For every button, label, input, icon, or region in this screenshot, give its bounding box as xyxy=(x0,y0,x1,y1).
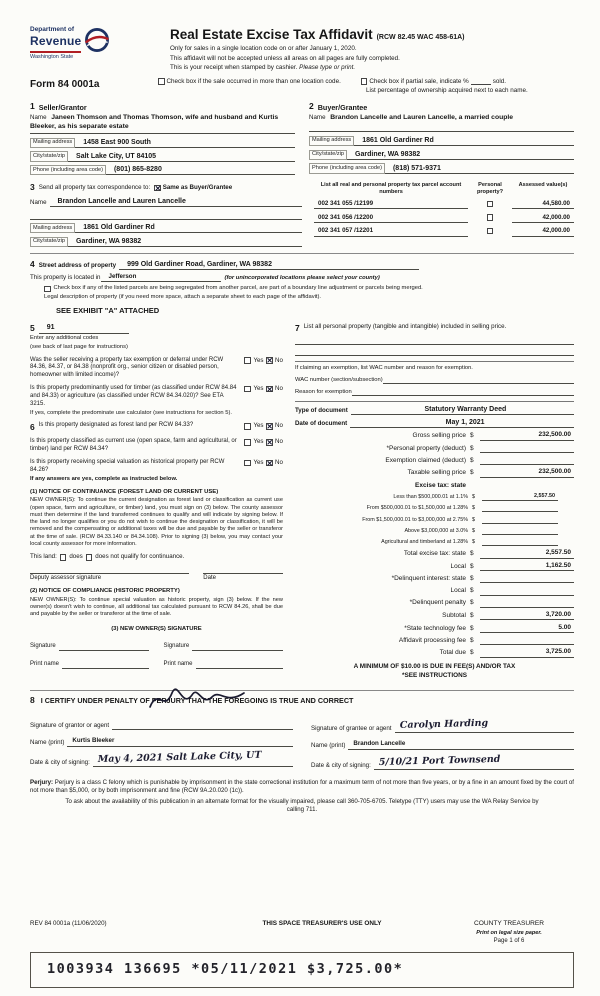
reason-row xyxy=(295,387,574,396)
grantee-date-city-value[interactable]: 5/10/21 Port Townsend xyxy=(378,753,501,768)
subtotal-value[interactable]: 3,720.00 xyxy=(480,611,574,620)
header-note-3 xyxy=(170,64,574,72)
personal-property-deduct-label: *Personal property (deduct) xyxy=(386,444,466,452)
grantor-date-city-value[interactable]: May 4, 2021 Salt Lake City, UT xyxy=(97,749,262,765)
dollar-sign: $ xyxy=(470,432,474,440)
total-excise-state-row xyxy=(295,549,574,558)
gross-selling-price-row xyxy=(295,431,574,440)
parcel-number-value[interactable]: 002 341 056 /12200 xyxy=(314,214,468,223)
delinquent-local-row xyxy=(295,587,574,596)
grantee-date-city-row xyxy=(311,753,574,770)
segregated-parcels-checkbox[interactable] xyxy=(44,286,51,293)
partial-sale-checkbox[interactable] xyxy=(361,78,368,85)
perjury-clause xyxy=(30,779,574,795)
dollar-sign: $ xyxy=(470,469,474,477)
tier4-row xyxy=(295,527,574,535)
agency-dept-label: Department of xyxy=(30,26,75,33)
total-due-value[interactable]: 3,725.00 xyxy=(480,648,574,657)
dollar-sign: $ xyxy=(470,587,474,595)
grantee-name-value[interactable]: Brandon Lancelle xyxy=(348,740,574,750)
forest-no-checkbox[interactable] xyxy=(266,423,273,430)
wac-field[interactable] xyxy=(383,375,574,384)
tier2-label: From $500,000.01 to $1,500,000 at 1.28% xyxy=(366,505,468,512)
correspondence-city-label: City/state/zip xyxy=(30,237,68,247)
grantor-signature-label: Signature of grantor or agent xyxy=(30,721,110,729)
correspondence-mailing-label: Mailing address xyxy=(30,223,75,233)
section-6-number: 6 xyxy=(30,422,35,433)
correspondence-name-label: Name xyxy=(30,198,47,206)
form-number-row xyxy=(30,78,574,96)
predominate-use-note: If yes, complete the predominate use calculator (see instructions for section 5). xyxy=(30,409,233,416)
dollar-sign: $ xyxy=(470,550,474,558)
perjury-label: Perjury: xyxy=(30,779,54,787)
question-timber-text: Is this property predominantly used for timber (as classified under RCW 84.84 and 84.33) or agriculture (as classified under RCW 84.34.020)? See ETA 3215. xyxy=(30,385,237,407)
grantor-date-city-row xyxy=(30,749,293,767)
header-note-3b: Please type or print. xyxy=(299,64,356,72)
deputy-signature-label: Deputy assessor signature xyxy=(30,575,102,582)
new-owner-signature-line-2[interactable] xyxy=(192,642,283,651)
dollar-sign: $ xyxy=(470,649,474,657)
rev-number: REV 84 0001a (11/06/2020) xyxy=(30,920,107,928)
yes-label: Yes xyxy=(253,356,264,364)
correspondence-section xyxy=(30,182,302,247)
dollar-sign: $ xyxy=(472,527,475,534)
no-label: No xyxy=(275,438,283,446)
seller-name-row xyxy=(30,114,295,134)
no-label: No xyxy=(275,385,283,392)
total-excise-state-label: Total excise tax: state xyxy=(403,550,466,558)
local-tax-label: Local xyxy=(450,562,466,570)
grantor-signature-row xyxy=(30,720,293,730)
correspondence-city-value[interactable]: Gardiner, WA 98382 xyxy=(68,237,302,247)
form-number: Form 84 0001a xyxy=(30,78,100,90)
footer xyxy=(30,920,574,946)
taxable-selling-price-label: Taxable selling price xyxy=(407,469,466,477)
parcel-header-assessed: Assessed value(s) xyxy=(518,182,568,189)
located-note: (for unincorporated locations please select your county) xyxy=(224,274,380,281)
land-does-label: does xyxy=(69,553,83,561)
multiple-location-checkbox[interactable] xyxy=(158,78,165,85)
buyer-city-row xyxy=(309,150,574,160)
tier1-value[interactable]: 2,557.50 xyxy=(482,493,558,501)
parcel-row xyxy=(314,214,574,223)
assessed-value[interactable]: 42,000.00 xyxy=(512,214,574,223)
seller-phone-value[interactable]: (801) 865-8280 xyxy=(106,165,295,175)
section-4-number: 4 xyxy=(30,259,35,270)
seller-city-row xyxy=(30,151,295,161)
local-tax-row xyxy=(295,562,574,571)
document-type-value[interactable]: Statutory Warranty Deed xyxy=(351,405,574,415)
signature-label: Signature xyxy=(30,643,56,650)
segregated-note: Check box if any of the listed parcels are being segregated from another parcel, are part of a boundary line adjustment or parcels being merged. xyxy=(53,285,423,292)
affidavit-processing-fee-row xyxy=(295,636,574,645)
taxable-selling-price-value[interactable]: 232,500.00 xyxy=(480,468,574,477)
legal-paper-note: Print on legal size paper. xyxy=(476,929,542,936)
divider xyxy=(295,401,574,402)
delinquent-interest-value[interactable] xyxy=(480,574,574,583)
question-seller-exemption-text: Was the seller receiving a property tax exemption or deferral under RCW 84.36, 84.37, or 84.38 (nonprofit org., senior citizen or disabled person, homeowner with limited income)? xyxy=(30,356,224,379)
header-note-2: This affidavit will not be accepted unless all areas on all pages are fully completed. xyxy=(170,54,400,62)
street-address-label: Street address of property xyxy=(38,262,117,270)
question-forest-land-text: Is this property designated as forest land per RCW 84.33? xyxy=(38,422,194,429)
document-date-label: Date of document xyxy=(294,420,348,428)
ownership-note: List percentage of ownership acquired next to each name. xyxy=(366,87,528,95)
deputy-labels-row xyxy=(30,575,283,583)
yes-label: Yes xyxy=(253,422,264,430)
land-does-not-checkbox[interactable] xyxy=(86,554,93,561)
notice-compliance-title: (2) NOTICE OF COMPLIANCE (HISTORIC PROPERTY) xyxy=(30,588,180,595)
same-as-buyer-checkbox[interactable] xyxy=(154,185,161,192)
grantor-signature-line[interactable] xyxy=(112,720,293,730)
seller-exemption-yes-checkbox[interactable] xyxy=(244,357,251,364)
buyer-phone-value[interactable]: (818) 571-9371 xyxy=(385,164,574,174)
same-as-buyer-label: Same as Buyer/Grantee xyxy=(162,183,233,191)
grantor-signature-column xyxy=(30,713,293,771)
section-2-title: Buyer/Grantee xyxy=(317,103,368,113)
document-type-label: Type of document xyxy=(294,407,348,415)
parcel-header-accounts: List all real and personal property tax parcel account numbers xyxy=(320,182,462,196)
grantee-signature-label: Signature of grantee or agent xyxy=(311,724,392,732)
dollar-sign: $ xyxy=(470,456,474,464)
local-tax-value[interactable]: 1,162.50 xyxy=(480,562,574,571)
notice-compliance-text: NEW OWNER(S): To continue special valuation as historic property, sign (3) below. If the new owner(s) doesn't wish to continue, all additional tax calculated pursuant to RCW 84.26, shall be due and payable by the seller or transferor at the time of sale. xyxy=(30,596,283,618)
land-label: This land: xyxy=(30,553,57,561)
tier3-label: From $1,500,000.01 to $3,000,000 at 2.75% xyxy=(362,516,468,523)
personal-property-line-2[interactable] xyxy=(295,345,574,356)
section-2-number: 2 xyxy=(309,101,314,112)
new-owner-signature-line-1[interactable] xyxy=(59,642,150,651)
dollar-sign: $ xyxy=(472,505,475,512)
buyer-section xyxy=(309,101,574,175)
county-treasurer-block xyxy=(444,920,574,946)
buyer-city-value[interactable]: Gardiner, WA 98382 xyxy=(347,150,574,160)
correspondence-blank-line[interactable] xyxy=(30,211,302,220)
additional-codes-note: (see back of last page for instructions) xyxy=(30,344,128,351)
buyer-mailing-label: Mailing address xyxy=(309,136,354,146)
dollar-sign: $ xyxy=(470,599,474,607)
section-3-number: 3 xyxy=(30,182,35,193)
question-current-use-text: Is this property classified as current use (open space, farm and agricultural, or timber) land per RCW 84.34? xyxy=(30,438,237,453)
county-treasurer-label: COUNTY TREASURER xyxy=(473,920,545,928)
affidavit-processing-fee-label: Affidavit processing fee xyxy=(398,636,466,644)
correspondence-city-row xyxy=(30,237,302,247)
gross-selling-price-value[interactable]: 232,500.00 xyxy=(480,431,574,440)
seller-mailing-row xyxy=(30,138,295,148)
total-due-row xyxy=(295,648,574,657)
yes-label: Yes xyxy=(253,459,264,467)
section-7-tax-column xyxy=(295,323,574,681)
no-label: No xyxy=(275,422,283,430)
signature-label: Signature xyxy=(163,643,190,650)
document-type-row xyxy=(295,405,574,415)
correspondence-blank-row xyxy=(30,211,302,220)
seller-mailing-label: Mailing address xyxy=(30,138,75,148)
dollar-sign: $ xyxy=(470,575,474,583)
tier3-row xyxy=(295,516,574,524)
correspondence-mailing-row xyxy=(30,223,302,233)
gross-selling-price-label: Gross selling price xyxy=(412,432,466,440)
buyer-city-label: City/state/zip xyxy=(309,150,347,160)
personal-property-checkbox-2[interactable] xyxy=(487,214,494,221)
date-city-label: Date & city of signing: xyxy=(311,762,371,770)
new-owner-signature-title: (3) NEW OWNER(S) SIGNATURE xyxy=(111,625,202,632)
correspondence-label: Send all property tax correspondence to: xyxy=(38,183,151,191)
agricultural-value[interactable] xyxy=(482,538,558,546)
reason-label: Reason for exemption xyxy=(294,388,352,395)
partial-sale-label: Check box if partial sale, indicate % xyxy=(369,77,469,85)
agency-block xyxy=(30,26,158,73)
agricultural-row xyxy=(295,538,574,546)
taxable-selling-price-row xyxy=(295,468,574,477)
treasurer-stamp-box xyxy=(30,952,574,988)
additional-codes-value[interactable]: 91 xyxy=(39,323,129,333)
header-note-3a: This is your receipt when stamped by cashier. xyxy=(170,64,300,72)
notice-continuance-text: NEW OWNER(S): To continue the current designation as forest land or classification as current use (open space, farm and agriculture, or timber) land, you must sign on (3) below. The county assessor must then determine if the land transferred continues to qualify and will indicate by signing below. If the land no longer qualifies or you do not wish to continue the designation or classification, it will be removed and the compensating or additional taxes will be due and payable by the seller or transferor at the time of sale. (RCW 84.33.140 or 84.34.108). Prior to signing (3) below, you may contact your local county assessor for more information. xyxy=(30,497,283,547)
state-technology-fee-label: *State technology fee xyxy=(404,624,466,632)
exemption-claimed-row xyxy=(295,456,574,465)
subtotal-label: Subtotal xyxy=(442,612,466,620)
document-date-row xyxy=(295,418,574,428)
header xyxy=(30,26,574,73)
correspondence-name-value[interactable]: Brandon Lancelle and Lauren Lancelle xyxy=(50,197,302,207)
print-name-label: Print name xyxy=(30,661,60,668)
perjury-text: Perjury is a class C felony which is punishable by imprisonment in the state correctional institution for a maximum term of not more than five years, or by a fine in an amount fixed by the court of not more than $5,000, or by both imprisonment and fine (RCW 9A.20.020 (1c)). xyxy=(30,779,574,795)
seller-city-value[interactable]: Salt Lake City, UT 84105 xyxy=(68,152,295,162)
answers-yes-note: If any answers are yes, complete as instructed below. xyxy=(30,476,178,483)
parcel-row xyxy=(314,227,574,236)
land-qualify-row xyxy=(30,553,283,561)
forest-yes-checkbox[interactable] xyxy=(244,423,251,430)
timber-no-checkbox[interactable] xyxy=(266,386,273,393)
seller-mailing-value[interactable]: 1458 East 900 South xyxy=(75,138,295,148)
header-note-1: Only for sales in a single location code on or after January 1, 2020. xyxy=(170,45,357,53)
tier2-value[interactable] xyxy=(482,504,558,512)
land-does-checkbox[interactable] xyxy=(60,554,67,561)
assessed-value[interactable]: 42,000.00 xyxy=(512,227,574,236)
question-seller-exemption xyxy=(30,357,283,380)
tier1-label: Less than $500,000.01 at 1.1% xyxy=(393,494,468,501)
deputy-date-line[interactable] xyxy=(203,573,283,574)
seller-name-value[interactable]: Janeen Thomson and Thomas Thomson, wife and husband and Kurtis Bleeker, as his separate estate xyxy=(30,114,279,131)
tier3-value[interactable] xyxy=(482,516,558,524)
cashier-stamp-value: 1003934 136695 *05/11/2021 $3,725.00* xyxy=(47,961,404,978)
no-label: No xyxy=(275,356,283,364)
current-use-yes-checkbox[interactable] xyxy=(244,439,251,446)
seller-city-label: City/state/zip xyxy=(30,151,68,161)
excise-tax-state-header: Excise tax: state xyxy=(415,481,466,489)
partial-sale-sold-label: sold. xyxy=(492,77,507,85)
agency-name xyxy=(30,26,81,61)
divider xyxy=(295,361,574,362)
legal-description-label: Legal description of property (if you need more space, attach a separate sheet to each page of the affidavit). xyxy=(44,294,322,301)
tier4-label: Above $3,000,000 at 3.0% xyxy=(404,527,468,534)
tier1-row xyxy=(295,493,574,501)
question-historic xyxy=(30,459,283,475)
personal-property-list-label: List all personal property (tangible and intangible) included in selling price. xyxy=(303,322,507,330)
exemption-claimed-value[interactable] xyxy=(480,456,574,465)
see-instructions-note: *SEE INSTRUCTIONS xyxy=(401,672,467,680)
affidavit-processing-fee-value[interactable] xyxy=(480,636,574,645)
page-title: Real Estate Excise Tax Affidavit xyxy=(170,27,373,42)
timber-yes-checkbox[interactable] xyxy=(244,386,251,393)
dollar-sign: $ xyxy=(470,562,474,570)
deputy-date-label: Date xyxy=(203,575,216,582)
seller-section xyxy=(30,101,295,175)
parcel-row xyxy=(314,200,574,209)
deputy-signature-row xyxy=(30,573,283,574)
grantee-signature-row xyxy=(311,717,574,733)
assessed-value[interactable]: 44,580.00 xyxy=(512,200,574,209)
buyer-phone-row xyxy=(309,163,574,173)
question-timber xyxy=(30,385,283,408)
notice-continuance-title: (1) NOTICE OF CONTINUANCE (FOREST LAND OR CURRENT USE) xyxy=(30,488,219,495)
personal-property-checkbox-3[interactable] xyxy=(487,228,494,235)
total-excise-state-value[interactable]: 2,557.50 xyxy=(480,549,574,558)
new-owner-signature-row xyxy=(30,642,283,651)
title-rcw: (RCW 82.45 WAC 458-61A) xyxy=(376,34,465,41)
personal-property-deduct-row xyxy=(295,444,574,453)
grantor-name-value[interactable]: Kurtis Bleeker xyxy=(67,737,293,747)
date-city-label: Date & city of signing: xyxy=(30,758,90,766)
agency-state-label: Washington State xyxy=(30,54,74,61)
parcel-number-value[interactable]: 002 341 055 /12199 xyxy=(314,200,468,209)
grantee-signature-column xyxy=(311,713,574,771)
new-owner-printname-line-1[interactable] xyxy=(62,660,149,669)
delinquent-local-label: Local xyxy=(450,587,466,595)
question-historic-text: Is this property receiving special valuation as historical property per RCW 84.26? xyxy=(30,459,225,473)
parcel-header-personal: Personal property? xyxy=(476,182,504,196)
title-block xyxy=(168,26,574,73)
wac-label: WAC number (section/subsection) xyxy=(294,376,383,383)
seller-name-label: Name xyxy=(30,114,47,122)
name-print-label: Name (print) xyxy=(311,741,346,749)
personal-property-deduct-value[interactable] xyxy=(480,444,574,453)
dollar-sign: $ xyxy=(470,444,474,452)
treasurer-use-label: THIS SPACE TREASURER'S USE ONLY xyxy=(262,920,382,928)
section-7-number: 7 xyxy=(294,322,300,333)
certify-statement: I CERTIFY UNDER PENALTY OF PERJURY THAT THE FOREGOING IS TRUE AND CORRECT xyxy=(40,695,354,705)
name-print-label: Name (print) xyxy=(30,738,65,746)
section-5-number: 5 xyxy=(30,322,35,333)
certification-section xyxy=(30,690,574,771)
buyer-name-row xyxy=(309,114,574,132)
state-technology-fee-row xyxy=(295,624,574,633)
agency-revenue-label: Revenue xyxy=(30,34,82,49)
yes-label: Yes xyxy=(253,438,264,446)
seller-phone-label: Phone (including area code) xyxy=(30,165,106,175)
deputy-signature-line[interactable] xyxy=(30,573,189,574)
question-current-use xyxy=(30,438,283,454)
delinquent-local-value[interactable] xyxy=(480,587,574,596)
exemption-note: If claiming an exemption, list WAC number and reason for exemption. xyxy=(294,364,473,371)
page-number: Page 1 of 6 xyxy=(493,938,525,945)
county-value[interactable]: Jefferson xyxy=(101,273,221,282)
dollar-sign: $ xyxy=(470,624,474,632)
section-5-6-column xyxy=(30,323,283,681)
new-owner-printname-row xyxy=(30,660,283,669)
delinquent-penalty-label: *Delinquent penalty xyxy=(409,599,466,607)
buyer-mailing-row xyxy=(309,136,574,146)
subtotal-row xyxy=(295,611,574,620)
dollar-sign: $ xyxy=(470,636,474,644)
correspondence-name-row xyxy=(30,197,302,207)
section-8-number: 8 xyxy=(30,694,35,705)
wac-row xyxy=(295,375,574,384)
street-address-value[interactable]: 999 Old Gardiner Road, Gardiner, WA 98382 xyxy=(119,260,419,270)
personal-property-line-1[interactable] xyxy=(295,334,574,345)
delinquent-penalty-row xyxy=(295,599,574,608)
parcel-table xyxy=(314,182,574,247)
reason-field[interactable] xyxy=(352,387,574,396)
dollar-sign: $ xyxy=(472,539,475,546)
grantor-name-row xyxy=(30,737,293,747)
seller-exemption-no-checkbox[interactable] xyxy=(266,357,273,364)
new-owner-printname-line-2[interactable] xyxy=(196,660,283,669)
parcel-number-value[interactable]: 002 341 057 /12201 xyxy=(314,227,468,236)
partial-sale-percent-field[interactable] xyxy=(471,78,491,85)
accessibility-note: To ask about the availability of this publication in an alternate format for the visually impaired, please call 360-705-6705. Teletype (TTY) users may use the WA Relay Service by calling 711. xyxy=(65,798,539,814)
additional-codes-label: Enter any additional codes xyxy=(30,335,99,342)
legal-description-value[interactable]: SEE EXHIBIT "A" ATTACHED xyxy=(56,305,160,315)
section-1-title: Seller/Grantor xyxy=(38,103,87,113)
question-forest-land xyxy=(30,422,283,433)
delinquent-interest-label: *Delinquent interest: state xyxy=(391,575,466,583)
logo-red-rule xyxy=(30,51,81,53)
document-date-value[interactable]: May 1, 2021 xyxy=(350,418,574,428)
personal-property-checkbox-1[interactable] xyxy=(487,201,494,208)
buyer-mailing-value[interactable]: 1861 Old Gardiner Rd xyxy=(354,136,574,146)
dollar-sign: $ xyxy=(472,494,475,501)
tier4-value[interactable] xyxy=(482,527,558,535)
print-name-label: Print name xyxy=(163,661,193,668)
multiple-location-label: Check box if the sale occurred in more than one location code. xyxy=(166,77,341,85)
historic-no-checkbox[interactable] xyxy=(266,460,273,467)
buyer-name-value[interactable]: Brandon Lancelle and Lauren Lancelle, a married couple xyxy=(330,114,514,122)
agricultural-label: Agricultural and timberland at 1.28% xyxy=(381,539,468,546)
no-label: No xyxy=(275,459,283,467)
grantee-name-row xyxy=(311,740,574,750)
delinquent-interest-row xyxy=(295,574,574,583)
excise-tax-state-header-row xyxy=(295,481,574,490)
minimum-fee-note: A MINIMUM OF $10.00 IS DUE IN FEE(S) AND/OR TAX xyxy=(353,662,516,670)
yes-label: Yes xyxy=(253,385,264,392)
total-due-label: Total due xyxy=(439,649,466,657)
grantee-signature-value[interactable]: Carolyn Harding xyxy=(399,717,488,731)
property-location-section xyxy=(30,259,574,315)
section-1-number: 1 xyxy=(30,101,35,112)
land-does-not-label: does not qualify for continuance. xyxy=(95,553,185,561)
grantor-signature-scribble xyxy=(148,681,248,715)
buyer-phone-label: Phone (including area code) xyxy=(309,163,385,173)
dollar-sign: $ xyxy=(470,612,474,620)
current-use-no-checkbox[interactable] xyxy=(266,439,273,446)
dollar-sign: $ xyxy=(472,516,475,523)
delinquent-penalty-value[interactable] xyxy=(480,599,574,608)
state-technology-fee-value[interactable]: 5.00 xyxy=(480,624,574,633)
correspondence-mailing-value[interactable]: 1861 Old Gardiner Rd xyxy=(75,223,302,233)
tier2-row xyxy=(295,504,574,512)
exemption-claimed-label: Exemption claimed (deduct) xyxy=(385,456,466,464)
seller-phone-row xyxy=(30,165,295,175)
buyer-name-label: Name xyxy=(309,114,326,122)
located-in-label: This property is located in xyxy=(30,274,101,282)
historic-yes-checkbox[interactable] xyxy=(244,460,251,467)
revenue-logo-icon xyxy=(84,27,110,53)
